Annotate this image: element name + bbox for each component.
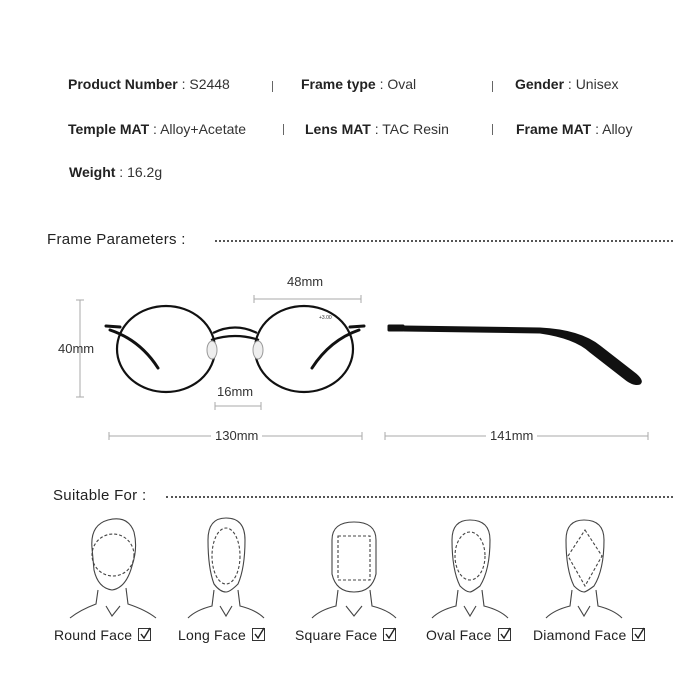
bridge-width-label: 16mm: [217, 384, 254, 399]
spec-frame-mat: Frame MAT : Alloy: [516, 121, 633, 137]
face-label-round: Round Face: [54, 627, 151, 643]
face-label-square: Square Face: [295, 627, 396, 643]
spec-key: Temple MAT: [68, 121, 150, 137]
oval-face-icon: [432, 520, 508, 618]
frame-parameters-title: Frame Parameters :: [47, 231, 186, 248]
spec-value: Alloy: [602, 121, 633, 137]
spec-value: Alloy+Acetate: [160, 121, 247, 137]
square-face-icon: [312, 522, 396, 618]
temple-length-label: 141mm: [486, 428, 537, 443]
diamond-face-icon: [546, 520, 622, 618]
round-face-icon: [70, 519, 156, 618]
face-label-oval: Oval Face: [426, 627, 511, 643]
lens-height-label: 40mm: [58, 341, 95, 356]
frame-width-label: 130mm: [211, 428, 262, 443]
lens-width-label: 48mm: [287, 274, 324, 289]
face-label-diamond: Diamond Face: [533, 627, 645, 643]
spec-value: Oval: [387, 76, 417, 92]
spec-weight: Weight : 16.2g: [69, 164, 163, 180]
lens-marking: +3.00: [319, 315, 332, 321]
spec-value: Unisex: [575, 76, 619, 92]
spec-key: Product Number: [68, 76, 178, 92]
spec-value: 16.2g: [127, 164, 163, 180]
spec-gender: Gender : Unisex: [515, 76, 619, 92]
spec-value: S2448: [189, 76, 230, 92]
spec-lens-mat: Lens MAT : TAC Resin: [305, 121, 449, 137]
spec-key: Frame type: [301, 76, 376, 92]
spec-frame-type: Frame type : Oval: [301, 76, 417, 92]
spec-product-number: Product Number : S2448: [68, 76, 230, 92]
spec-key: Frame MAT: [516, 121, 592, 137]
spec-key: Lens MAT: [305, 121, 371, 137]
spec-temple-mat: Temple MAT : Alloy+Acetate: [68, 121, 247, 137]
spec-value: TAC Resin: [382, 121, 449, 137]
long-face-icon: [188, 518, 264, 618]
spec-key: Gender: [515, 76, 565, 92]
spec-key: Weight: [69, 164, 116, 180]
suitable-for-title: Suitable For :: [53, 487, 147, 504]
face-label-long: Long Face: [178, 627, 265, 643]
